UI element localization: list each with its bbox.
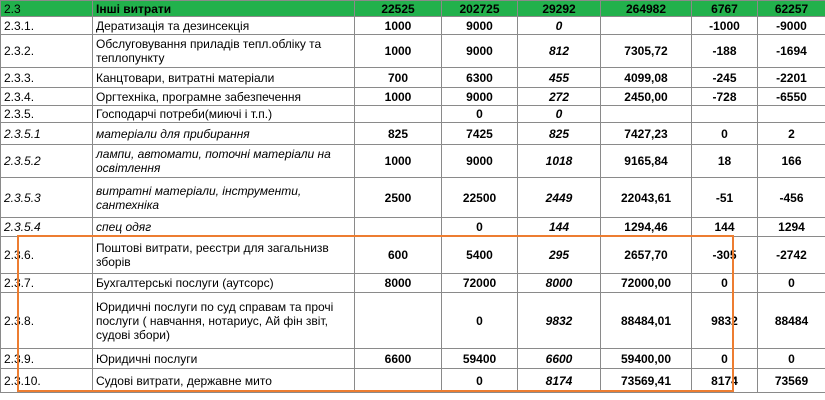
cell-diff-period	[758, 106, 825, 123]
cell-diff-period: 62257	[758, 1, 825, 17]
cell-fact-month: 272	[518, 88, 601, 106]
table-row	[1, 274, 825, 293]
cell-plan-month: 8000	[355, 274, 442, 293]
cell-name: Юридичні послуги	[93, 349, 355, 369]
cell-diff-month: 0	[692, 274, 758, 293]
cell-code: 2.3.5.4	[1, 218, 93, 237]
cell-plan-month	[355, 293, 442, 349]
cell-code: 2.3.2.	[1, 35, 93, 68]
cell-name: Поштові витрати, реєстри для загальнизв зборів	[93, 237, 355, 274]
cell-fact-period	[601, 17, 692, 35]
cell-fact-period: 1294,46	[601, 218, 692, 237]
cell-plan-month	[355, 106, 442, 123]
cell-diff-period: -456	[758, 178, 825, 218]
cell-code: 2.3.5.	[1, 106, 93, 123]
cell-code: 2.3.6.	[1, 237, 93, 274]
cell-fact-month: 0	[518, 106, 601, 123]
cell-diff-period: 166	[758, 145, 825, 178]
cell-fact-period: 7427,23	[601, 123, 692, 145]
cell-fact-month: 6600	[518, 349, 601, 369]
cell-plan-period: 202725	[442, 1, 518, 17]
cell-fact-month: 9832	[518, 293, 601, 349]
table-row	[1, 369, 825, 393]
cell-code: 2.3.4.	[1, 88, 93, 106]
table-row	[1, 123, 825, 145]
cell-name: матеріали для прибирання	[93, 123, 355, 145]
cell-plan-month: 1000	[355, 35, 442, 68]
cell-plan-month	[355, 369, 442, 393]
cell-code: 2.3.10.	[1, 369, 93, 393]
cell-fact-month: 825	[518, 123, 601, 145]
cell-fact-period: 2450,00	[601, 88, 692, 106]
cell-plan-month: 1000	[355, 88, 442, 106]
cell-plan-month: 2500	[355, 178, 442, 218]
cell-fact-period: 73569,41	[601, 369, 692, 393]
cell-plan-period: 9000	[442, 35, 518, 68]
table-row	[1, 218, 825, 237]
cell-diff-period: 73569	[758, 369, 825, 393]
cell-name: Оргтехніка, програмне забезпечення	[93, 88, 355, 106]
cell-plan-month	[355, 218, 442, 237]
cell-plan-period: 22500	[442, 178, 518, 218]
cell-fact-period: 22043,61	[601, 178, 692, 218]
cell-diff-month: -1000	[692, 17, 758, 35]
table-row	[1, 237, 825, 274]
cell-plan-month: 600	[355, 237, 442, 274]
cell-name: Канцтовари, витратні матеріали	[93, 68, 355, 88]
cell-fact-month: 29292	[518, 1, 601, 17]
cell-code: 2.3.5.2	[1, 145, 93, 178]
cell-plan-period: 9000	[442, 17, 518, 35]
cell-plan-period: 72000	[442, 274, 518, 293]
cell-plan-period: 0	[442, 369, 518, 393]
cell-diff-month: 18	[692, 145, 758, 178]
cell-diff-period: -2201	[758, 68, 825, 88]
cell-diff-month: -728	[692, 88, 758, 106]
cell-plan-period: 7425	[442, 123, 518, 145]
table-row	[1, 178, 825, 218]
cell-plan-period: 9000	[442, 145, 518, 178]
cell-diff-period: -1694	[758, 35, 825, 68]
cell-diff-period: -2742	[758, 237, 825, 274]
cell-fact-period: 264982	[601, 1, 692, 17]
cell-diff-period: 88484	[758, 293, 825, 349]
cell-fact-period: 59400,00	[601, 349, 692, 369]
cell-plan-period: 9000	[442, 88, 518, 106]
cell-diff-period: 0	[758, 349, 825, 369]
cell-diff-period: 1294	[758, 218, 825, 237]
table-row	[1, 106, 825, 123]
table-row	[1, 88, 825, 106]
cell-fact-period: 9165,84	[601, 145, 692, 178]
cell-diff-month: 0	[692, 349, 758, 369]
cell-plan-period: 5400	[442, 237, 518, 274]
cell-code: 2.3.7.	[1, 274, 93, 293]
cell-name: витратні матеріали, інструменти, сантехніка	[93, 178, 355, 218]
cell-code: 2.3.8.	[1, 293, 93, 349]
cell-fact-period: 4099,08	[601, 68, 692, 88]
table-row	[1, 145, 825, 178]
cell-plan-period: 6300	[442, 68, 518, 88]
table-header-row	[1, 1, 825, 17]
table-row	[1, 17, 825, 35]
cell-diff-month: 6767	[692, 1, 758, 17]
cell-name: Дератизація та дезинсекція	[93, 17, 355, 35]
table-row	[1, 35, 825, 68]
cell-diff-month: -245	[692, 68, 758, 88]
cell-fact-period: 72000,00	[601, 274, 692, 293]
cell-name: Судові витрати, державне мито	[93, 369, 355, 393]
cell-fact-period: 7305,72	[601, 35, 692, 68]
cell-fact-month: 8000	[518, 274, 601, 293]
cell-code: 2.3.5.3	[1, 178, 93, 218]
cell-name: спец одяг	[93, 218, 355, 237]
cell-fact-month: 455	[518, 68, 601, 88]
cell-plan-month: 700	[355, 68, 442, 88]
cell-plan-month: 6600	[355, 349, 442, 369]
cell-diff-period: 0	[758, 274, 825, 293]
cell-fact-period	[601, 106, 692, 123]
cell-name: Бухгалтерські послуги (аутсорс)	[93, 274, 355, 293]
cell-diff-month: -51	[692, 178, 758, 218]
cell-code: 2.3.9.	[1, 349, 93, 369]
cell-diff-month: 144	[692, 218, 758, 237]
table-row	[1, 68, 825, 88]
cell-plan-month: 1000	[355, 17, 442, 35]
cell-fact-month: 295	[518, 237, 601, 274]
cell-name: Обслуговування приладів тепл.обліку та теплопункту	[93, 35, 355, 68]
cell-fact-period: 2657,70	[601, 237, 692, 274]
cell-plan-month: 1000	[355, 145, 442, 178]
table-row	[1, 293, 825, 349]
cell-plan-month: 825	[355, 123, 442, 145]
cell-diff-period: 2	[758, 123, 825, 145]
cell-diff-month	[692, 106, 758, 123]
cell-fact-month: 144	[518, 218, 601, 237]
cell-fact-month: 1018	[518, 145, 601, 178]
cell-fact-month: 8174	[518, 369, 601, 393]
cell-code: 2.3.1.	[1, 17, 93, 35]
cell-plan-period: 59400	[442, 349, 518, 369]
cell-diff-month: 8174	[692, 369, 758, 393]
table-row	[1, 349, 825, 369]
cell-fact-month: 0	[518, 17, 601, 35]
cell-fact-period: 88484,01	[601, 293, 692, 349]
cell-name: Господарчі потреби(миючі і т.п.)	[93, 106, 355, 123]
cell-plan-period: 0	[442, 106, 518, 123]
cell-code: 2.3.3.	[1, 68, 93, 88]
cell-diff-month: -305	[692, 237, 758, 274]
cell-plan-month: 22525	[355, 1, 442, 17]
cell-code: 2.3	[1, 1, 93, 17]
cell-name: лампи, автомати, поточні матеріали на освітлення	[93, 145, 355, 178]
cell-diff-period: -9000	[758, 17, 825, 35]
cell-code: 2.3.5.1	[1, 123, 93, 145]
cell-fact-month: 812	[518, 35, 601, 68]
cell-name: Юридичні послуги по суд справам та прочі послуги ( навчання, нотариус, Ай фін звіт, судові збори)	[93, 293, 355, 349]
cell-plan-period: 0	[442, 293, 518, 349]
cell-name: Інші витрати	[93, 1, 355, 17]
cell-fact-month: 2449	[518, 178, 601, 218]
cell-diff-period: -6550	[758, 88, 825, 106]
cell-plan-period: 0	[442, 218, 518, 237]
cell-diff-month: 9832	[692, 293, 758, 349]
cell-diff-month: 0	[692, 123, 758, 145]
cell-diff-month: -188	[692, 35, 758, 68]
